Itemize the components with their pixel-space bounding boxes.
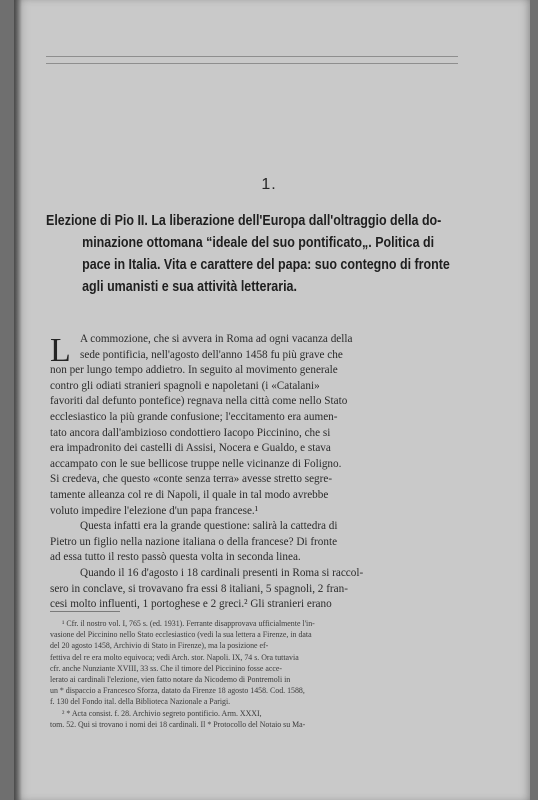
footnote-line: fettiva del re era molto equivoca; vedi Arch. stor. Napoli. IX, 74 s. Ora tuttavia [50, 652, 299, 662]
body-line: ad essa tutto il resto passò questa volta in seconda linea. [50, 551, 301, 564]
drop-cap: L [50, 332, 71, 369]
footnote-line: cfr. anche Nunziante XVIII, 33 ss. Che il timore del Piccinino fosse acce- [50, 663, 283, 673]
footnote-rule [50, 611, 120, 612]
heading-line: pace in Italia. Vita e carattere del papa: suo contegno di fronte [82, 257, 450, 273]
footnote-line: del 20 agosto 1458, Archivio di Stato in Firenze), ma la posizione ef- [50, 641, 269, 651]
book-spine-shadow [14, 0, 22, 800]
footnote-line: ¹ Cfr. il nostro vol. I, 765 s. (ed. 1931). Ferrante disapprovava ufficialmente l'in- [62, 619, 315, 628]
body-line: tato ancora dall'ambizioso condottiero Iacopo Piccinino, che si [50, 426, 331, 439]
footnote-line: lerato ai cardinali l'elezione, vien fatto notare da Nicodemo di Pontremoli in [50, 675, 291, 685]
body-line: sede pontificia, nell'agosto dell'anno 1458 fu più grave che [80, 348, 343, 361]
footnote-line: tom. 52. Qui si trovano i nomi dei 18 cardinali. Il * Protocollo del Notaio su Ma- [50, 719, 306, 729]
footnotes [50, 618, 468, 730]
header-rule-top [46, 56, 458, 57]
heading-line: minazione ottomana “ideale del suo pontificato„. Politica di [82, 235, 435, 251]
footnote-line: ² * Acta consist. f. 28. Archivio segreto pontificio. Arm. XXXI, [62, 708, 262, 718]
header-rule-bottom [46, 63, 458, 64]
body-line: sero in conclave, si trovavano fra essi 8 italiani, 5 spagnoli, 2 fran- [50, 582, 348, 595]
body-line: accampato con le sue bellicose truppe nelle vicinanze di Foligno. [50, 457, 342, 470]
body-line: voluto impedire l'elezione d'un papa francese.¹ [50, 504, 259, 517]
heading-line: agli umanisti e sua attività letteraria. [82, 279, 297, 295]
body-line: Si credeva, che questo «conte senza terra» avesse stretto segre- [50, 473, 333, 486]
chapter-heading [46, 210, 464, 298]
body-line: contro gli odiati stranieri spagnoli e napoletani (i «Catalani» [50, 379, 320, 392]
body-line: non per lungo tempo addietro. In seguito al movimento generale [50, 364, 338, 377]
footnote-line: f. 130 del Fondo ital. della Biblioteca Nazionale a Parigi. [50, 697, 231, 707]
chapter-number: 1. [261, 176, 277, 193]
body-line: Quando il 16 d'agosto i 18 cardinali presenti in Roma si raccol- [80, 566, 364, 579]
body-line: favoriti dal defunto pontefice) regnava nella città come nello Stato [50, 395, 348, 408]
body-line: tamente alleanza col re di Napoli, il quale in tal modo avrebbe [50, 488, 329, 501]
body-line: era impadronito dei castelli di Assisi, Nocera e Gualdo, e stava [50, 442, 331, 455]
body-line: Pietro un figlio nella nazione italiana o della francese? Di fronte [50, 535, 338, 548]
body-line: ecclesiastico la più grande confusione; l'eccitamento era aumen- [50, 410, 338, 423]
body-line: Questa infatti era la grande questione: salirà la cattedra di [80, 520, 338, 533]
body-line: cesi molto influenti, 1 portoghese e 2 greci.² Gli stranieri erano [50, 598, 332, 611]
footnote-line: un * dispaccio a Francesco Sforza, datato da Firenze 18 agosto 1458. Cod. 1588, [50, 686, 305, 696]
footnote-line: vasione del Piccinino nello Stato ecclesiastico (vedi la sua lettera a Firenze, in data [50, 630, 312, 640]
body-line: A commozione, che si avvera in Roma ad ogni vacanza della [80, 333, 353, 345]
heading-line: Elezione di Pio II. La liberazione dell'Europa dall'oltraggio della do- [46, 213, 442, 229]
body-text [50, 332, 468, 613]
